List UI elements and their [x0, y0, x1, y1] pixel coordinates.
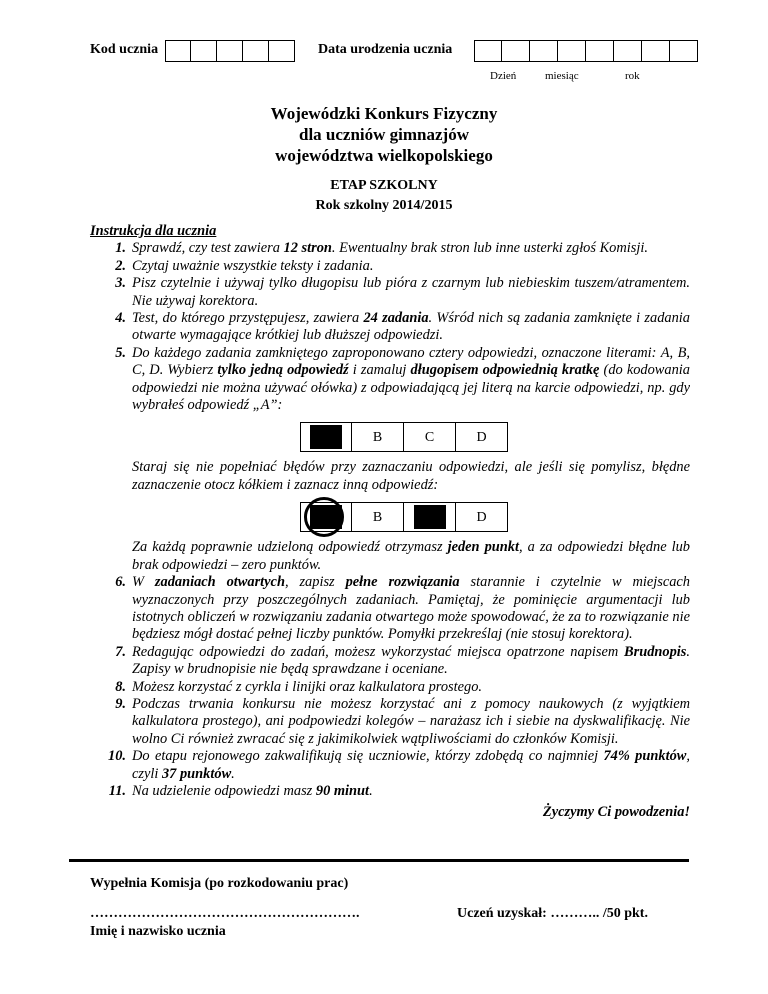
day-caption: Dzień — [490, 70, 517, 82]
correction-note: Staraj się nie popełniać błędów przy zaznaczaniu odpowiedzi, ale jeśli się pomylisz, błędne zaznaczenie otocz kółkiem i zaznacz inną odpowiedź: — [132, 459, 690, 493]
contest-region: województwa wielkopolskiego — [275, 146, 493, 165]
school-year: Rok szkolny 2014/2015 — [315, 198, 453, 213]
year-caption: rok — [625, 70, 640, 82]
answer-cell-d: D — [456, 422, 508, 452]
student-code-label: Kod ucznia — [90, 42, 159, 57]
name-dots: …………………………………………………. — [90, 906, 360, 921]
answer-cell-c-filled — [404, 502, 456, 532]
instruction-item: 6. W zadaniach otwartych, zapisz pełne rozwiązania starannie i czytelnie w miejscach wyznaczonych przy poszczególnych zadaniach. Pamiętaj, że pominięcie argumentacji lub istotnych obliczeń w rozwiązaniu zadania otwartego może spowodować, że za to rozwiązanie nie będziesz mógł dostać pełnej liczby punktów. Pomyłki przekreślaj (nie stosuj korektora). — [115, 574, 690, 643]
instruction-item: 8. Możesz korzystać z cyrkla i linijki oraz kalkulatora prostego. — [115, 678, 482, 695]
answer-cell-d: D — [456, 502, 508, 532]
answer-cell-b: B — [352, 502, 404, 532]
instructions — [90, 223, 690, 822]
instruction-item: 2. Czytaj uważnie wszystkie teksty i zadania. — [115, 257, 374, 274]
answer-sample-corrected — [300, 502, 690, 532]
instruction-item: 5. Do każdego zadania zamkniętego zaproponowano cztery odpowiedzi, oznaczone literami: A, B, C, D. Wybierz tylko jedną odpowiedź i zamaluj długopisem odpowiednią kratkę (do kodowania odpowiedzi nie można używać ołówka) z odpowiadającą jej literą na karcie odpowiedzi, np. gdy wybrałeś odpowiedź „A”: B C D Staraj się nie popełniać błędów przy zaznaczaniu odpowiedzi, ale jeśli się pomylisz, błędne zaznaczenie otocz kółkiem i zaznacz inną odpowiedź: B D Za każdą poprawnie udzieloną odpowiedź otrzymasz jeden punkt, a za odpowiedzi błędne lub brak odpowiedzi – zero punktów. — [115, 344, 691, 573]
divider — [69, 859, 689, 862]
instruction-item: 1. Sprawdź, czy test zawiera 12 stron. Ewentualny brak stron lub inne usterki zgłoś Komisji. — [115, 240, 648, 257]
contest-title: Wojewódzki Konkurs Fizyczny — [270, 104, 498, 123]
answer-sample-correct — [300, 422, 690, 452]
student-name-label: Imię i nazwisko ucznia — [90, 924, 226, 939]
instruction-item: 9. Podczas trwania konkursu nie możesz korzystać ani z pomocy naukowych (z wyjątkiem kalkulatora prostego), ani podpowiedzi kolegów – narażasz ich i siebie na dyskwalifikację. Nie wolno Ci również zwracać się z jakimikolwiek wątpliwościami do członków Komisji. — [115, 695, 690, 747]
instruction-item: 10. Do etapu rejonowego zakwalifikują się uczniowie, którzy zdobędą co najmniej 74% punktów, czyli 37 punktów. — [108, 748, 690, 782]
month-caption: miesiąc — [545, 70, 579, 82]
good-luck-wish: Życzymy Ci powodzenia! — [542, 804, 690, 821]
instruction-item: 4. Test, do którego przystępujesz, zawiera 24 zadania. Wśród nich są zadania zamknięte i zadania otwarte wymagające krótkiej lub dłuższej odpowiedzi. — [115, 310, 690, 344]
answer-cell-a-circled — [300, 502, 352, 532]
student-code-boxes[interactable] — [165, 40, 295, 62]
instructions-heading: Instrukcja dla ucznia — [90, 223, 217, 239]
stage-title: ETAP SZKOLNY — [330, 178, 438, 193]
birth-date-label: Data urodzenia ucznia — [318, 42, 453, 57]
answer-cell-b: B — [352, 422, 404, 452]
instruction-item: 7. Redagując odpowiedzi do zadań, możesz wykorzystać miejsca opatrzone napisem Brudnopis. Zapisy w brudnopisie nie będą sprawdzane i oceniane. — [115, 643, 690, 678]
answer-cell-a-filled — [300, 422, 352, 452]
correction-circle-icon — [304, 497, 344, 537]
instruction-item: 3. Pisz czytelnie i używaj tylko długopisu lub pióra z czarnym lub niebieskim tuszem/atramentem. Nie używaj korektora. — [115, 275, 690, 309]
answer-cell-c: C — [404, 422, 456, 452]
score-line: Uczeń uzyskał: ……….. /50 pkt. — [457, 906, 648, 921]
contest-subtitle: dla uczniów gimnazjów — [299, 125, 469, 144]
instruction-item: 11. Na udzielenie odpowiedzi masz 90 minut. — [108, 782, 373, 799]
birth-date-boxes[interactable] — [474, 40, 698, 62]
commission-label: Wypełnia Komisja (po rozkodowaniu prac) — [90, 876, 349, 891]
